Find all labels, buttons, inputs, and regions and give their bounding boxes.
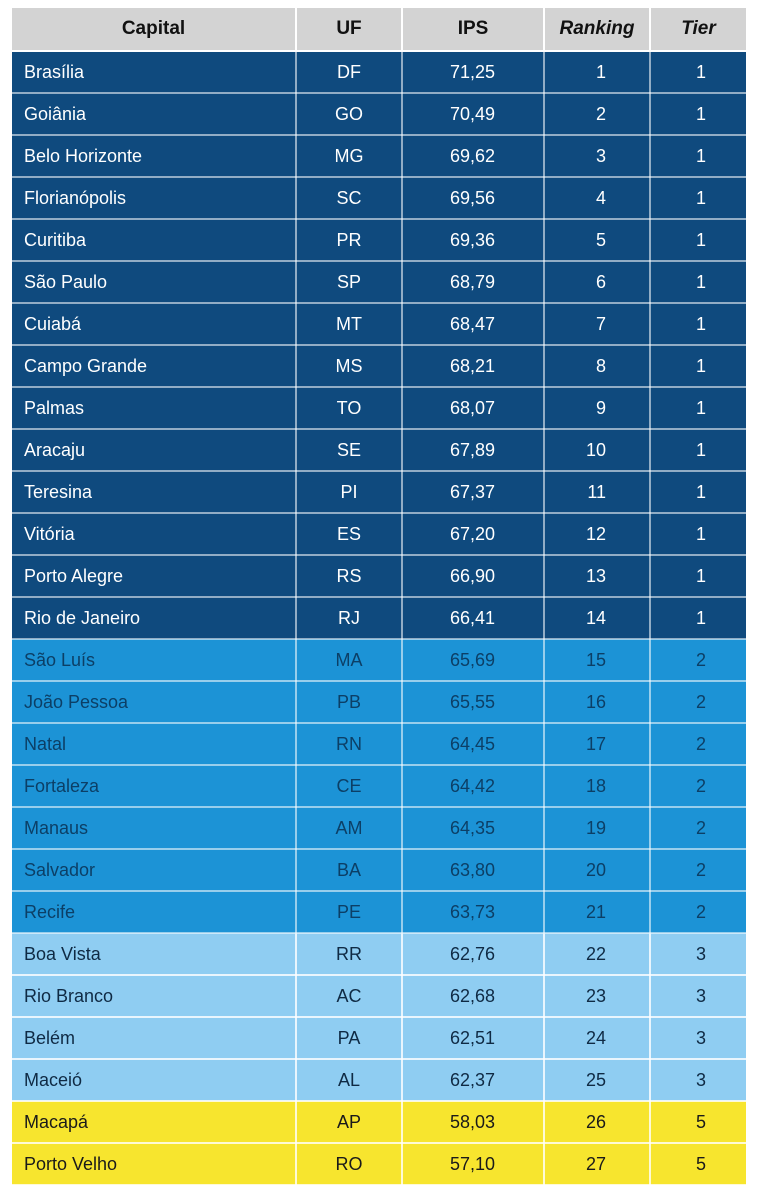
cell-ips: 69,56 [402, 177, 544, 219]
cell-ranking: 12 [544, 513, 650, 555]
cell-ips: 57,10 [402, 1143, 544, 1185]
cell-tier: 1 [650, 51, 746, 93]
cell-uf: MS [296, 345, 402, 387]
cell-ips: 64,42 [402, 765, 544, 807]
cell-ranking: 24 [544, 1017, 650, 1059]
cell-tier: 2 [650, 765, 746, 807]
cell-ranking: 10 [544, 429, 650, 471]
cell-ranking: 14 [544, 597, 650, 639]
cell-capital: Fortaleza [12, 765, 296, 807]
cell-ranking: 22 [544, 933, 650, 975]
cell-capital: São Paulo [12, 261, 296, 303]
cell-ranking: 1 [544, 51, 650, 93]
cell-uf: RS [296, 555, 402, 597]
cell-uf: GO [296, 93, 402, 135]
cell-uf: CE [296, 765, 402, 807]
cell-ranking: 20 [544, 849, 650, 891]
table-row [12, 303, 746, 345]
cell-uf: PB [296, 681, 402, 723]
table-row [12, 51, 746, 93]
cell-ips: 65,69 [402, 639, 544, 681]
cell-ranking: 7 [544, 303, 650, 345]
cell-tier: 2 [650, 639, 746, 681]
table-row [12, 345, 746, 387]
cell-ranking: 9 [544, 387, 650, 429]
cell-tier: 1 [650, 387, 746, 429]
table-row [12, 933, 746, 975]
cell-uf: AC [296, 975, 402, 1017]
table-row [12, 639, 746, 681]
cell-tier: 2 [650, 723, 746, 765]
header-row [12, 8, 746, 51]
cell-tier: 3 [650, 975, 746, 1017]
cell-ranking: 17 [544, 723, 650, 765]
cell-ips: 68,79 [402, 261, 544, 303]
cell-uf: DF [296, 51, 402, 93]
header-capital: Capital [12, 8, 296, 51]
cell-ips: 69,62 [402, 135, 544, 177]
cell-ranking: 26 [544, 1101, 650, 1143]
cell-tier: 1 [650, 513, 746, 555]
table-row [12, 135, 746, 177]
cell-ips: 67,89 [402, 429, 544, 471]
table-row [12, 597, 746, 639]
table-row [12, 891, 746, 933]
cell-tier: 5 [650, 1101, 746, 1143]
cell-uf: RN [296, 723, 402, 765]
cell-tier: 1 [650, 177, 746, 219]
cell-tier: 2 [650, 849, 746, 891]
cell-capital: Palmas [12, 387, 296, 429]
cell-tier: 3 [650, 1017, 746, 1059]
ips-capitals-table-container [12, 8, 746, 1186]
cell-ranking: 13 [544, 555, 650, 597]
cell-tier: 2 [650, 807, 746, 849]
table-row [12, 261, 746, 303]
table-row [12, 1101, 746, 1143]
cell-capital: Boa Vista [12, 933, 296, 975]
cell-uf: MT [296, 303, 402, 345]
header-tier: Tier [650, 8, 746, 51]
table-row [12, 765, 746, 807]
table-row [12, 429, 746, 471]
cell-uf: MA [296, 639, 402, 681]
cell-ranking: 21 [544, 891, 650, 933]
table-row [12, 975, 746, 1017]
cell-ips: 69,36 [402, 219, 544, 261]
cell-uf: PE [296, 891, 402, 933]
table-row [12, 219, 746, 261]
cell-ips: 62,68 [402, 975, 544, 1017]
cell-capital: Goiânia [12, 93, 296, 135]
cell-ranking: 2 [544, 93, 650, 135]
cell-ips: 68,07 [402, 387, 544, 429]
cell-uf: AL [296, 1059, 402, 1101]
cell-capital: Maceió [12, 1059, 296, 1101]
cell-uf: RR [296, 933, 402, 975]
cell-ranking: 4 [544, 177, 650, 219]
cell-tier: 1 [650, 429, 746, 471]
cell-ranking: 3 [544, 135, 650, 177]
cell-capital: Porto Alegre [12, 555, 296, 597]
cell-uf: PI [296, 471, 402, 513]
cell-uf: MG [296, 135, 402, 177]
cell-ranking: 19 [544, 807, 650, 849]
cell-ips: 63,73 [402, 891, 544, 933]
table-body [12, 51, 746, 1185]
cell-ips: 64,45 [402, 723, 544, 765]
cell-ips: 65,55 [402, 681, 544, 723]
cell-ips: 66,90 [402, 555, 544, 597]
cell-tier: 2 [650, 891, 746, 933]
cell-uf: SC [296, 177, 402, 219]
cell-capital: São Luís [12, 639, 296, 681]
cell-tier: 3 [650, 933, 746, 975]
cell-ranking: 8 [544, 345, 650, 387]
cell-ips: 70,49 [402, 93, 544, 135]
cell-tier: 3 [650, 1059, 746, 1101]
cell-capital: Vitória [12, 513, 296, 555]
cell-uf: PA [296, 1017, 402, 1059]
cell-uf: ES [296, 513, 402, 555]
cell-ranking: 23 [544, 975, 650, 1017]
cell-capital: Curitiba [12, 219, 296, 261]
cell-uf: PR [296, 219, 402, 261]
cell-tier: 1 [650, 345, 746, 387]
cell-tier: 1 [650, 303, 746, 345]
cell-ranking: 5 [544, 219, 650, 261]
cell-capital: Aracaju [12, 429, 296, 471]
cell-capital: Belo Horizonte [12, 135, 296, 177]
cell-ranking: 18 [544, 765, 650, 807]
cell-tier: 5 [650, 1143, 746, 1185]
header-uf: UF [296, 8, 402, 51]
cell-ips: 66,41 [402, 597, 544, 639]
table-row [12, 1017, 746, 1059]
cell-ips: 58,03 [402, 1101, 544, 1143]
cell-tier: 1 [650, 597, 746, 639]
table-row [12, 555, 746, 597]
table-row [12, 1059, 746, 1101]
cell-ips: 63,80 [402, 849, 544, 891]
cell-uf: SP [296, 261, 402, 303]
cell-ranking: 25 [544, 1059, 650, 1101]
table-header [12, 8, 746, 51]
cell-capital: Belém [12, 1017, 296, 1059]
cell-ips: 67,20 [402, 513, 544, 555]
cell-uf: TO [296, 387, 402, 429]
ips-capitals-table [12, 8, 746, 1186]
cell-ips: 64,35 [402, 807, 544, 849]
cell-capital: Manaus [12, 807, 296, 849]
table-row [12, 93, 746, 135]
table-row [12, 807, 746, 849]
cell-capital: Recife [12, 891, 296, 933]
cell-ips: 67,37 [402, 471, 544, 513]
cell-capital: Natal [12, 723, 296, 765]
cell-ranking: 6 [544, 261, 650, 303]
table-row [12, 681, 746, 723]
table-row [12, 387, 746, 429]
cell-capital: Macapá [12, 1101, 296, 1143]
cell-ips: 71,25 [402, 51, 544, 93]
cell-ips: 62,51 [402, 1017, 544, 1059]
cell-ranking: 27 [544, 1143, 650, 1185]
cell-ips: 62,76 [402, 933, 544, 975]
cell-uf: AP [296, 1101, 402, 1143]
table-row [12, 471, 746, 513]
cell-uf: BA [296, 849, 402, 891]
cell-tier: 1 [650, 471, 746, 513]
cell-ips: 68,21 [402, 345, 544, 387]
table-row [12, 513, 746, 555]
cell-uf: RO [296, 1143, 402, 1185]
cell-capital: Rio de Janeiro [12, 597, 296, 639]
cell-capital: Rio Branco [12, 975, 296, 1017]
cell-tier: 1 [650, 219, 746, 261]
cell-tier: 1 [650, 93, 746, 135]
cell-ranking: 16 [544, 681, 650, 723]
cell-capital: Porto Velho [12, 1143, 296, 1185]
cell-tier: 1 [650, 261, 746, 303]
cell-ranking: 11 [544, 471, 650, 513]
cell-uf: SE [296, 429, 402, 471]
table-row [12, 849, 746, 891]
header-ranking: Ranking [544, 8, 650, 51]
cell-ranking: 15 [544, 639, 650, 681]
cell-capital: Campo Grande [12, 345, 296, 387]
cell-ips: 68,47 [402, 303, 544, 345]
cell-capital: Salvador [12, 849, 296, 891]
table-row [12, 177, 746, 219]
cell-uf: AM [296, 807, 402, 849]
header-ips: IPS [402, 8, 544, 51]
cell-uf: RJ [296, 597, 402, 639]
cell-capital: Brasília [12, 51, 296, 93]
cell-tier: 1 [650, 555, 746, 597]
cell-capital: Florianópolis [12, 177, 296, 219]
cell-ips: 62,37 [402, 1059, 544, 1101]
cell-capital: Teresina [12, 471, 296, 513]
cell-tier: 2 [650, 681, 746, 723]
table-row [12, 1143, 746, 1185]
cell-tier: 1 [650, 135, 746, 177]
table-row [12, 723, 746, 765]
cell-capital: Cuiabá [12, 303, 296, 345]
cell-capital: João Pessoa [12, 681, 296, 723]
